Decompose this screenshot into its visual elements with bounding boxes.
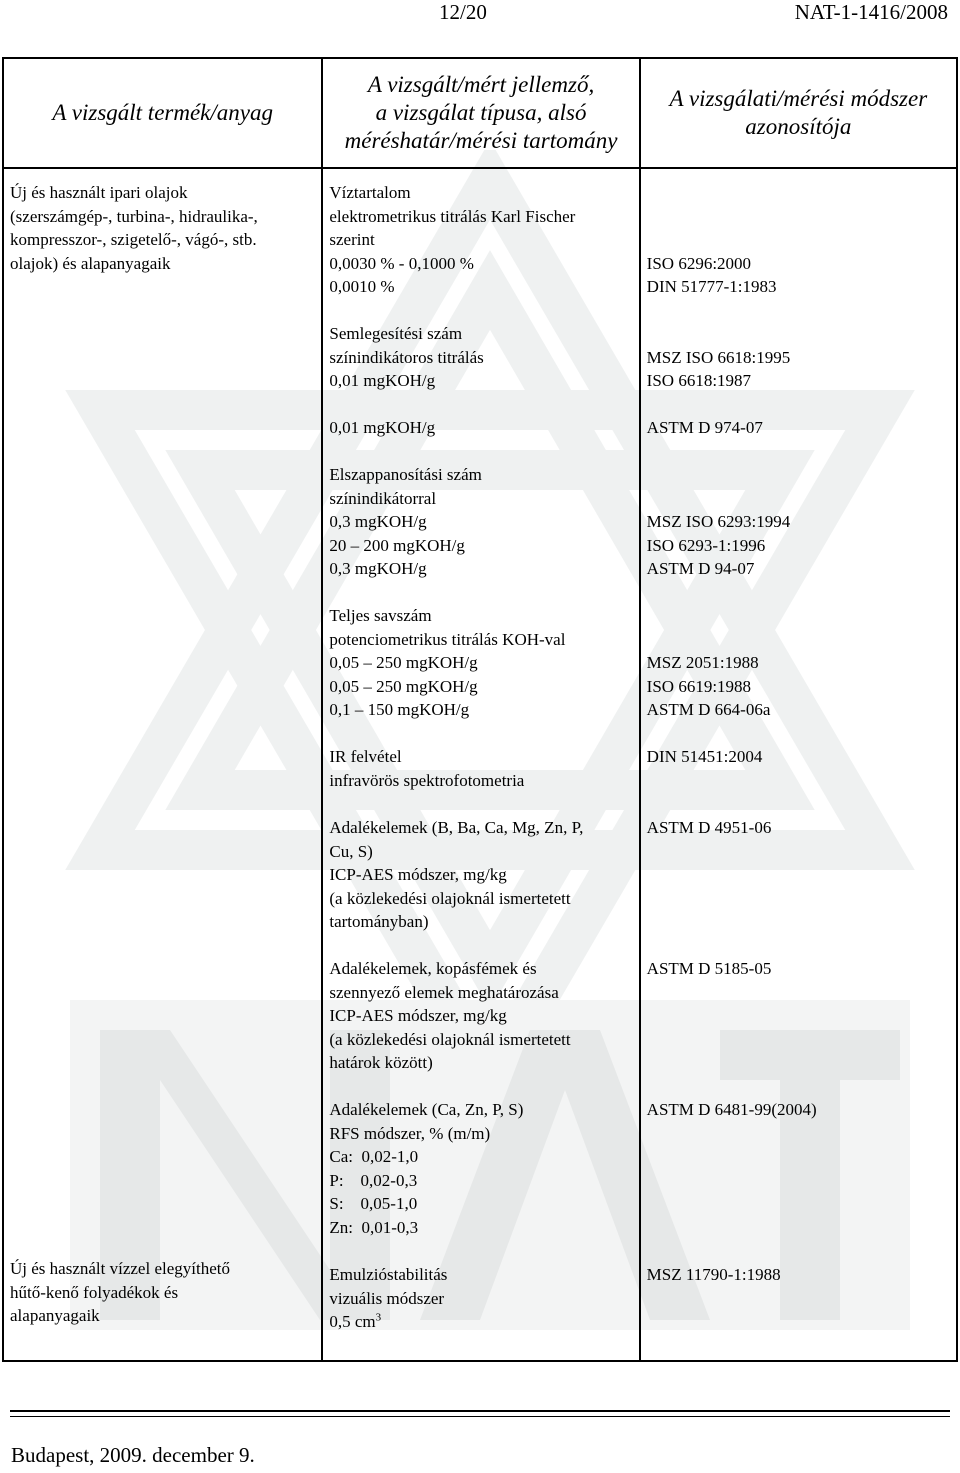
header-characteristic [322,58,639,168]
characteristic-line: Cu, S) [329,841,373,861]
characteristic-neutralization [329,322,632,416]
characteristic-line: Ca: 0,02-1,0 [329,1147,419,1166]
product-line: kompresszor-, szigetelő-, vágó-, stb. [10,230,257,249]
characteristic-line: S: 0,05-1,0 [329,1194,418,1213]
product-line: olajok) és alapanyagaik [10,253,171,273]
product-coolants [10,1257,315,1328]
characteristic-line: potenciometrikus titrálás KOH-val [329,629,566,649]
characteristic-line: Zn: 0,01-0,3 [329,1217,419,1237]
characteristic-water-content [329,181,632,322]
characteristic-line: infravörös spektrofotometria [329,770,525,790]
characteristic-additives-rfs [329,1098,632,1263]
product-industrial-oils [10,181,315,1257]
characteristic-line: Teljes savszám [329,606,432,625]
document-id: NAT-1-1416/2008 [794,0,948,24]
characteristic-line: Semlegesítési szám [329,324,463,343]
characteristic-line: Adalékelemek, kopásfémek és [329,959,537,978]
characteristic-line: szennyező elemek meghatározása [329,982,559,1002]
characteristic-line: 0,01 mgKOH/g [329,418,436,437]
characteristic-line [329,1310,632,1334]
header-product [3,58,322,168]
header-line: méréshatár/mérési tartomány [344,128,618,153]
characteristic-ir [329,745,632,816]
header-line: A vizsgált/mért jellemző, [367,72,595,97]
method-water-content [647,181,950,322]
product-line: hűtő-kenő folyadékok és [10,1282,179,1302]
characteristic-line: Adalékelemek (B, Ba, Ca, Mg, Zn, P, [329,818,584,837]
characteristic-line: (a közlekedési olajoknál ismertetett [329,1029,571,1049]
header-line: A vizsgált termék/anyag [52,100,273,125]
characteristic-line: 0,05 – 250 mgKOH/g [329,653,478,672]
header-line: A vizsgálati/mérési módszer [669,86,928,111]
characteristic-line: Víztartalom [329,183,411,202]
method-line: ISO 6293-1:1996 [646,535,766,555]
characteristic-line: RFS módszer, % (m/m) [329,1123,491,1143]
method-cell [640,168,957,1361]
page-number: 12/20 [439,0,487,24]
product-line: Új és használt ipari olajok [10,183,188,202]
footer-date: Budapest, 2009. december 9. [11,1443,255,1467]
characteristic-line: 0,1 – 150 mgKOH/g [329,700,470,719]
volume-value: 0,5 cm [329,1312,376,1331]
table-header-row [3,58,957,168]
method-line: MSZ 11790-1:1988 [646,1265,781,1284]
page-header [0,0,960,40]
method-line [647,604,950,628]
characteristic-line: 0,01 mgKOH/g [329,371,436,390]
characteristic-line: vizuális módszer [329,1288,445,1308]
method-line: ASTM D 94-07 [646,559,755,578]
method-line: MSZ ISO 6618:1995 [646,347,791,367]
characteristic-line: 20 – 200 mgKOH/g [329,535,465,555]
characteristic-saponification [329,463,632,604]
product-line: (szerszámgép-, turbina-, hidraulika-, [10,206,258,226]
characteristic-line: IR felvétel [329,747,402,766]
characteristic-neutralization-astm [329,416,632,463]
method-line: ASTM D 4951-06 [646,818,772,837]
characteristic-line: P: 0,02-0,3 [329,1170,418,1190]
characteristic-line: 0,3 mgKOH/g [329,559,427,578]
characteristic-line: határok között) [329,1053,433,1072]
characteristic-line: ICP-AES módszer, mg/kg [329,1006,507,1025]
scope-table [2,57,958,1362]
method-emulsion-stability [647,1263,950,1287]
method-line [647,487,950,511]
characteristic-line: 0,05 – 250 mgKOH/g [329,676,478,696]
method-wear-metals [647,957,950,1098]
method-additives-rfs [647,1098,950,1263]
characteristic-line: 0,0030 % - 0,1000 % [329,253,474,273]
footer-divider [10,1410,950,1412]
header-line: a vizsgálat típusa, alsó [375,100,587,125]
footer-divider-thin [10,1416,950,1417]
method-line [647,463,950,487]
characteristic-line: Elszappanosítási szám [329,465,482,484]
table-row [3,168,957,1361]
characteristic-line: 0,3 mgKOH/g [329,512,427,531]
characteristic-emulsion-stability [329,1263,632,1334]
method-line: ISO 6296:2000 [646,253,752,273]
method-additives-icp [647,816,950,957]
product-line: alapanyagaik [10,1306,100,1325]
method-line: MSZ ISO 6293:1994 [646,512,791,531]
method-ir [647,745,950,816]
method-line: ISO 6618:1987 [646,371,752,390]
method-line: DIN 51777-1:1983 [646,277,777,296]
characteristic-line: Emulzióstabilitás [329,1265,448,1284]
method-saponification [647,463,950,604]
method-line: ASTM D 5185-05 [646,959,772,978]
characteristic-line: elektrometrikus titrálás Karl Fischer [329,206,576,226]
product-cell [3,168,322,1361]
method-line: ASTM D 6481-99(2004) [646,1100,817,1119]
characteristic-total-acid [329,604,632,745]
method-line [647,205,950,229]
method-line: DIN 51451:2004 [646,747,763,766]
method-line [647,628,950,652]
characteristic-line: színindikátoros titrálás [329,347,484,367]
characteristic-wear-metals [329,957,632,1098]
characteristic-line: tartományban) [329,912,429,931]
characteristic-line: ICP-AES módszer, mg/kg [329,865,507,884]
characteristic-line: színindikátorral [329,488,437,508]
characteristic-cell [322,168,639,1361]
product-line: Új és használt vízzel elegyíthető [10,1259,230,1278]
characteristic-line: 0,0010 % [329,277,395,296]
method-line: MSZ 2051:1988 [646,653,759,672]
header-method [640,58,957,168]
exponent: 3 [375,1311,382,1324]
method-line [647,228,950,252]
method-total-acid [647,604,950,745]
method-line: ASTM D 664-06a [646,700,771,719]
method-line [647,322,950,346]
method-line [647,181,950,205]
characteristic-line: szerint [329,230,375,249]
method-line: ASTM D 974-07 [646,418,763,437]
method-neutralization [647,322,950,416]
method-line: ISO 6619:1988 [646,676,752,696]
header-line: azonosítója [745,114,852,139]
method-neutralization-astm [647,416,950,463]
characteristic-line: (a közlekedési olajoknál ismertetett [329,888,571,908]
characteristic-line: Adalékelemek (Ca, Zn, P, S) [329,1100,524,1119]
characteristic-additives-icp [329,816,632,957]
